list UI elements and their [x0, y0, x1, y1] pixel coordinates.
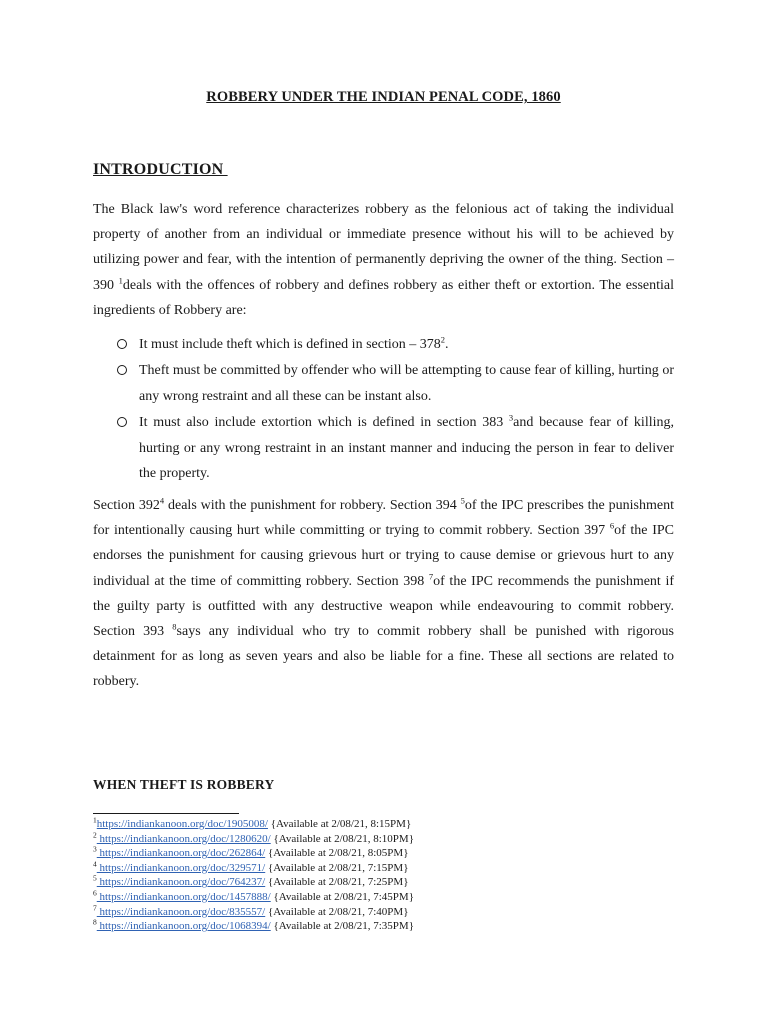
footnote-item	[93, 817, 674, 832]
footnote-link[interactable]: https://indiankanoon.org/doc/764237/	[96, 876, 266, 889]
footnote-link[interactable]: https://indiankanoon.org/doc/1068394/	[96, 920, 271, 933]
paragraph-text: The Black law's word reference characterizes robbery as the felonious act of taking the individual property of another from an individual or immediate presence without his will to be achieved by utilizing power and fear, with the intention of permanently depriving the owner of the thing. Section – 390	[93, 202, 674, 293]
footnote-ref: 7	[428, 570, 434, 581]
footnote-ref: 4	[159, 495, 165, 506]
footnote-note: {Available at 2/08/21, 7:45PM}	[270, 890, 414, 903]
circle-bullet-icon	[117, 365, 127, 375]
introduction-heading: INTRODUCTION	[93, 161, 228, 178]
introduction-paragraph	[93, 197, 674, 323]
footnote-ref: 2	[440, 334, 445, 345]
footnote-ref: 1	[118, 274, 123, 285]
document-title: ROBBERY UNDER THE INDIAN PENAL CODE, 1860	[206, 89, 561, 105]
paragraph-text: of the IPC prescribes the punishment for intentionally causing hurt while committing or trying to commit robbery. Section 397	[93, 498, 674, 539]
footnote-note: {Available at 2/08/21, 7:15PM}	[265, 861, 409, 874]
footnote-separator	[93, 813, 239, 814]
footnote-item	[93, 829, 674, 847]
footnote-link[interactable]: https://indiankanoon.org/doc/835557/	[96, 905, 266, 918]
list-item-text: and because fear of killing, hurting or any wrong restraint in an instant manner and inducing the person in fear to deliver the property.	[139, 415, 674, 482]
footnote-note: {Available at 2/08/21, 8:10PM}	[270, 832, 414, 845]
paragraph-text: deals with the offences of robbery and defines robbery as either theft or extortion. The essential ingredients of Robbery are:	[93, 277, 675, 318]
list-item-text: .	[444, 337, 449, 352]
paragraph-text: says any individual who try to commit robbery shall be punished with rigorous detainment for as long as seven years and also be liable for a fine. These all sections are related to robbery.	[93, 624, 675, 690]
paragraph-text: of the IPC recommends the punishment if the guilty party is outfitted with any destructive weapon while endeavouring to commit robbery. Section 393	[93, 573, 674, 640]
footnote-note: {Available at 2/08/21, 7:40PM}	[265, 905, 409, 918]
footnote-number: 8	[93, 917, 97, 927]
paragraph-text: deals with the punishment for robbery. Section 394	[164, 498, 461, 513]
paragraph-text: of the IPC endorses the punishment for causing grievous hurt or trying to cause demise or grievous hurt to any individual at the time of committing robbery. Section 398	[93, 523, 674, 589]
footnote-link[interactable]: https://indiankanoon.org/doc/1457888/	[96, 890, 271, 903]
circle-bullet-icon	[117, 339, 127, 349]
footnote-number: 3	[93, 844, 97, 854]
footnote-note: {Available at 2/08/21, 7:35PM}	[270, 920, 414, 933]
list-item-text: It must include theft which is defined in section – 378	[139, 337, 441, 352]
footnote-item	[93, 902, 674, 920]
footnote-link[interactable]: https://indiankanoon.org/doc/262864/	[96, 847, 266, 860]
list-item	[93, 358, 674, 409]
ingredients-list	[93, 332, 674, 487]
footnote-number: 4	[93, 859, 97, 869]
footnote-ref: 3	[508, 412, 514, 423]
footnote-ref: 8	[172, 621, 177, 632]
footnote-note: {Available at 2/08/21, 8:15PM}	[267, 818, 412, 830]
footnote-number: 7	[93, 902, 97, 912]
circle-bullet-icon	[117, 417, 127, 427]
footnote-item	[93, 846, 674, 861]
footnote-number: 6	[93, 888, 97, 898]
footnote-item	[93, 890, 674, 905]
footnote-ref: 6	[609, 520, 615, 531]
footnote-number: 2	[93, 829, 97, 839]
footnote-item	[93, 875, 674, 890]
footnote-number: 1	[93, 815, 97, 825]
paragraph-text: Section 392	[93, 498, 160, 513]
footnotes-list	[93, 817, 674, 934]
footnote-item	[93, 861, 674, 876]
footnote-link[interactable]: https://indiankanoon.org/doc/1280620/	[96, 832, 271, 845]
footnote-number: 5	[93, 873, 97, 883]
list-item	[93, 410, 674, 486]
theft-robbery-heading: WHEN THEFT IS ROBBERY	[93, 777, 275, 792]
list-item-text: It must also include extortion which is defined in section 383	[139, 415, 509, 431]
footnote-note: {Available at 2/08/21, 7:25PM}	[265, 876, 409, 889]
footnote-note: {Available at 2/08/21, 8:05PM}	[265, 847, 409, 860]
footnote-link[interactable]: https://indiankanoon.org/doc/329571/	[96, 861, 266, 874]
footnote-item	[93, 919, 674, 934]
punishment-paragraph	[93, 493, 674, 695]
footnote-link[interactable]: https://indiankanoon.org/doc/1905008/	[96, 818, 268, 830]
list-item-text: Theft must be committed by offender who will be attempting to cause fear of killing, hurting or any wrong restraint and all these can be instant also.	[139, 363, 674, 404]
footnote-ref: 5	[460, 495, 465, 506]
list-item	[93, 332, 674, 357]
